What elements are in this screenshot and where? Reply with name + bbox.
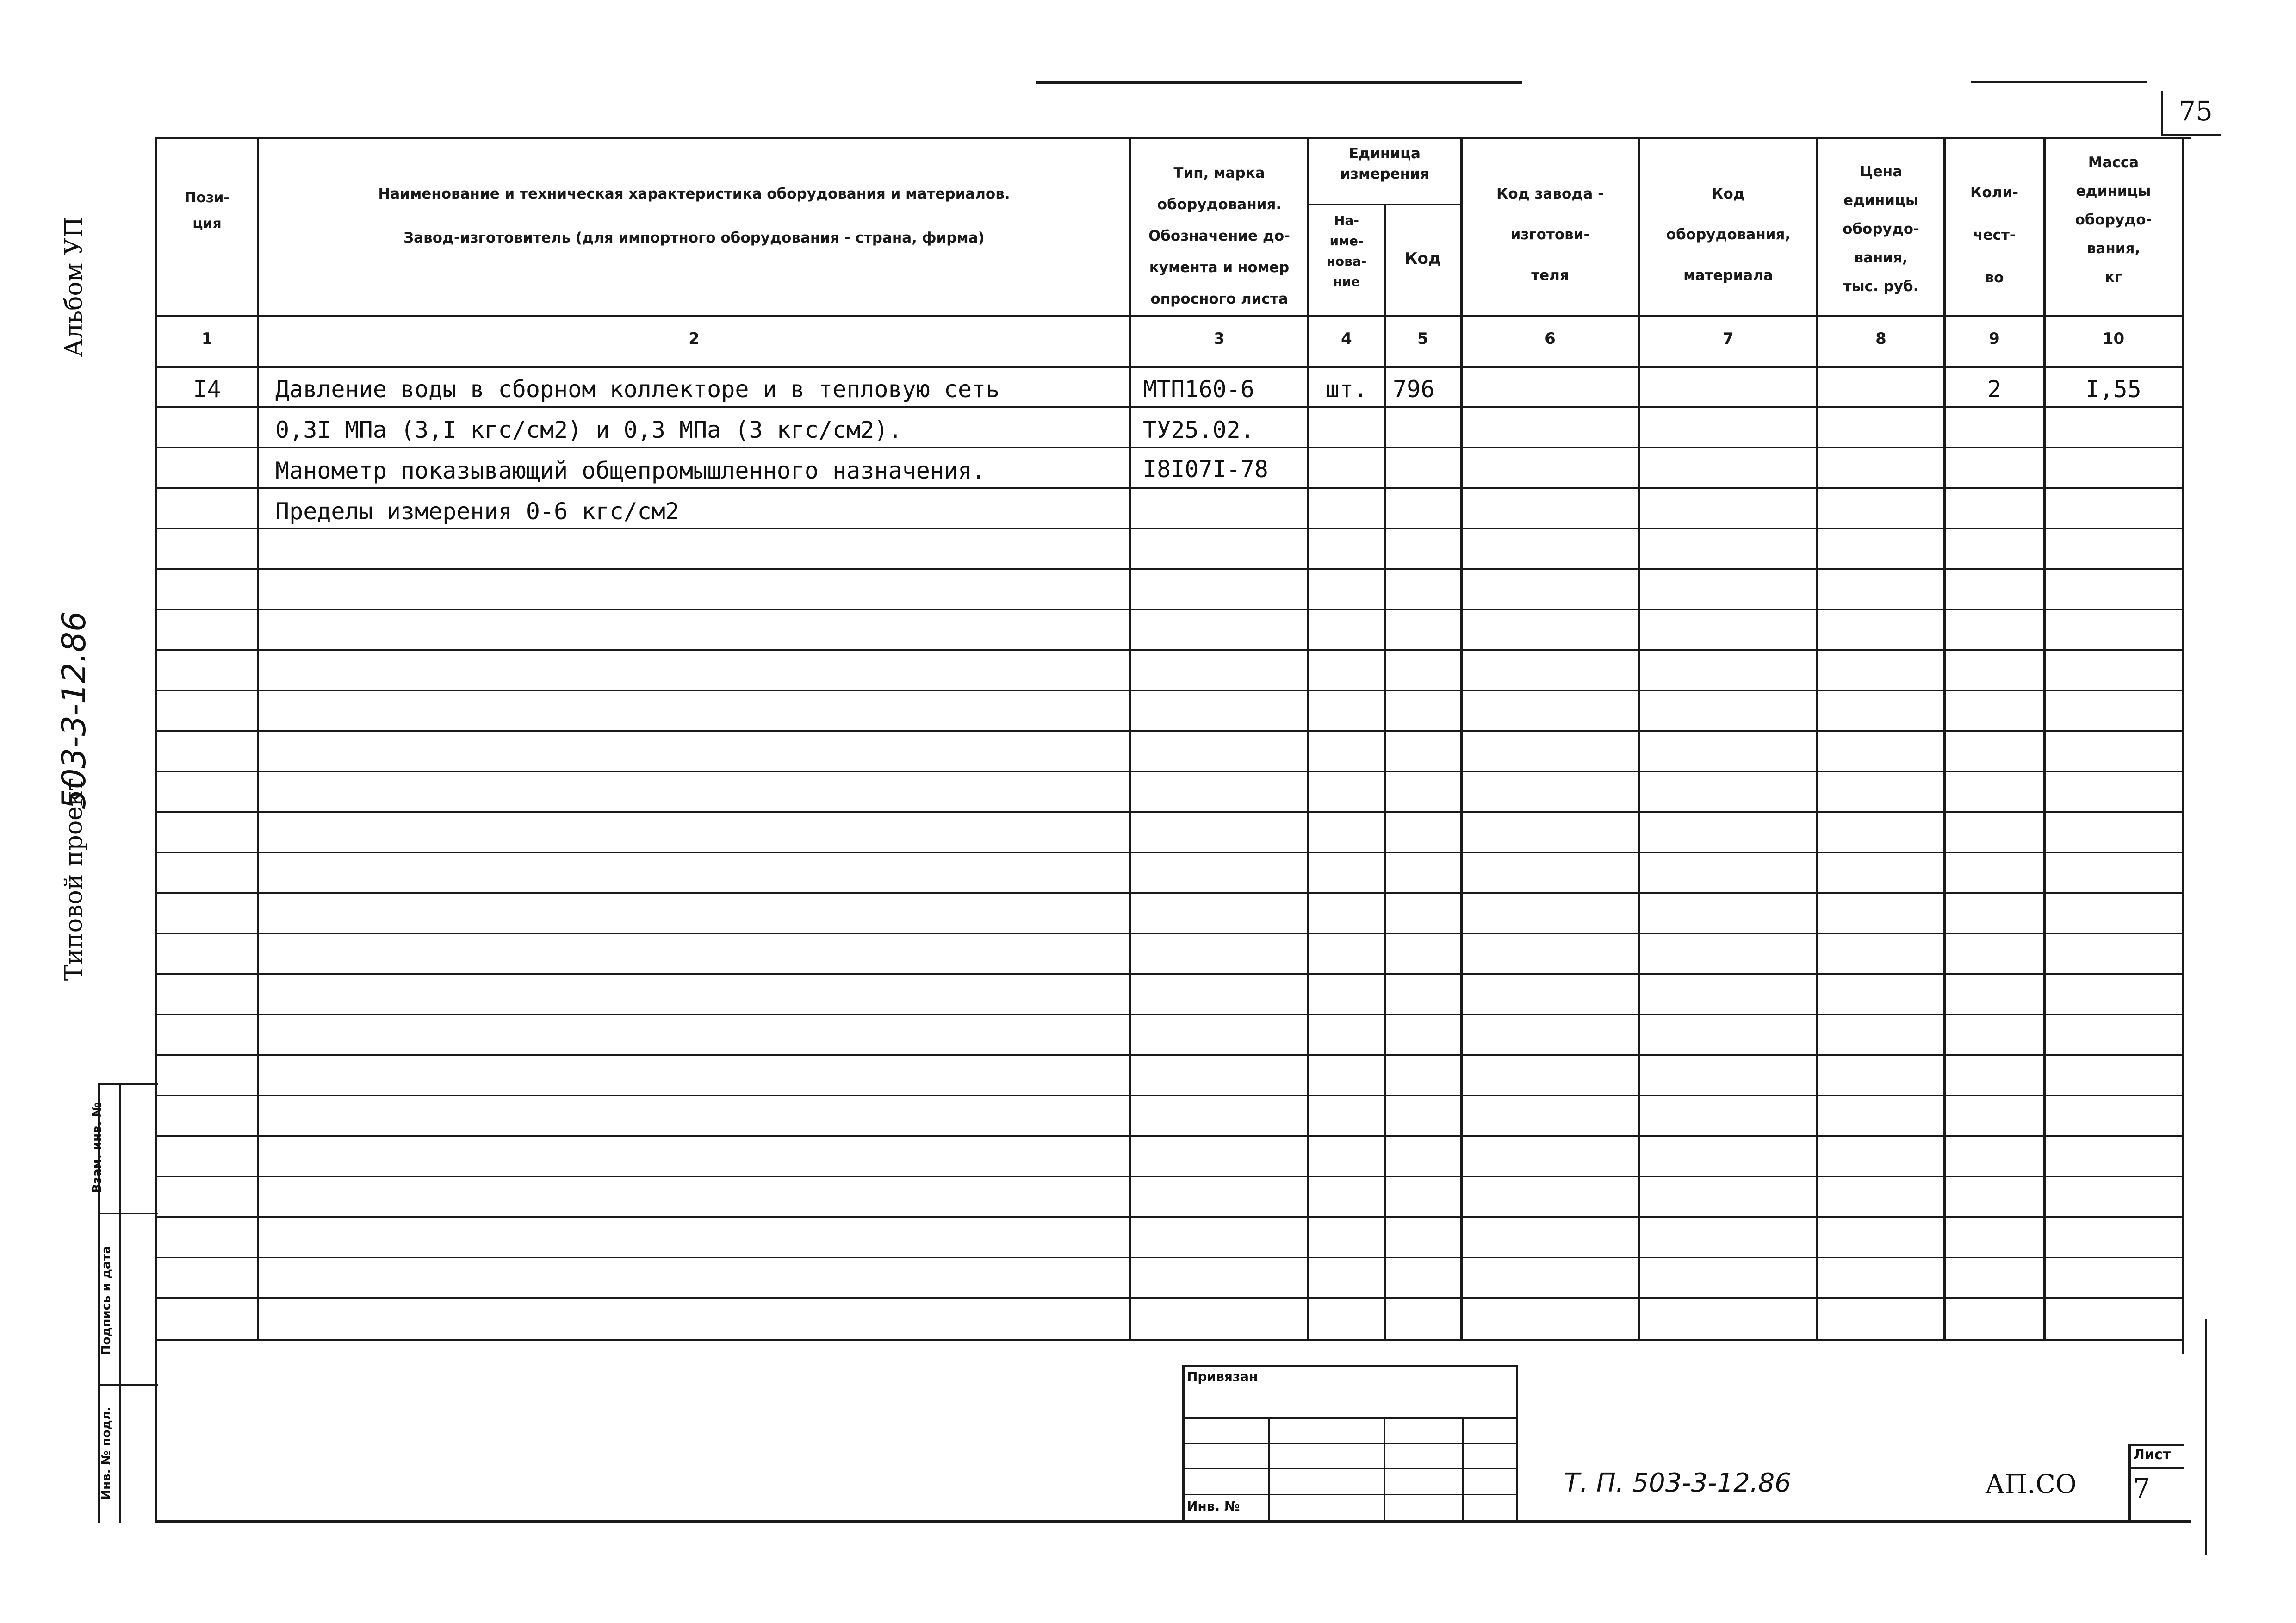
colnum-4: 4: [1341, 330, 1352, 348]
table-row-line: [157, 690, 2184, 691]
col-line-1: [257, 137, 259, 1340]
table-row-line: [157, 892, 2184, 894]
tb-col3: [1462, 1417, 1464, 1523]
sheet-box-top: [2128, 1444, 2184, 1446]
table-row-line: [157, 1014, 2184, 1015]
top-rule-right: [1971, 81, 2147, 83]
tb-top: [1182, 1365, 1518, 1367]
header-price: Цена единицы оборудо- вания, тыс. руб.: [1843, 163, 1919, 295]
row1-unit: шт.: [1325, 376, 1368, 403]
table-row-line: [157, 852, 2184, 853]
page-number-box-bottom: [2161, 134, 2221, 136]
table-row-line: [157, 649, 2184, 651]
colnum-6: 6: [1545, 330, 1556, 348]
tb-row3: [1182, 1468, 1518, 1469]
table-row-line: [157, 1095, 2184, 1096]
top-rule-left: [1036, 81, 1522, 84]
row1-name: Давление воды в сборном коллекторе и в тепловую сеть: [275, 376, 1000, 403]
header-position: Пози- ция: [185, 190, 230, 232]
table-row-line: [157, 528, 2184, 529]
colnum-8: 8: [1875, 330, 1886, 348]
tb-row2: [1182, 1443, 1518, 1444]
header-factory-code: Код завода - изготови- теля: [1496, 186, 1604, 284]
col-line-3: [1307, 137, 1309, 1340]
header-unit-name: На- име- нова- ние: [1326, 213, 1367, 289]
table-row-line: [157, 1216, 2184, 1218]
header-equipment-code: Код оборудования, материала: [1666, 186, 1791, 284]
tb-col1: [1268, 1417, 1270, 1523]
frame-right-outer: [2205, 1319, 2207, 1555]
colnum-9: 9: [1989, 330, 2000, 348]
row4-name: Пределы измерения 0-6 кгс/см2: [275, 498, 679, 525]
table-row-line: [157, 1257, 2184, 1258]
table-row-line: [157, 568, 2184, 570]
row3-name: Манометр показывающий общепромышленного назначения.: [275, 457, 986, 484]
table-row-line: [157, 1135, 2184, 1137]
col-line-8: [1943, 137, 1946, 1340]
colnum-bottom: [155, 366, 2184, 368]
header-name-line1: Наименование и техническая характеристика оборудования и материалов.: [378, 186, 1010, 202]
frame-right: [2182, 137, 2184, 1354]
header-bottom: [155, 315, 2184, 317]
page-number: 75: [2178, 95, 2213, 127]
stamp-top: [98, 1083, 158, 1085]
header-quantity: Коли- чест- во: [1970, 184, 2018, 286]
header-unit-group: Единица измерения: [1340, 145, 1429, 182]
tb-bound-label: Привязан: [1187, 1369, 1258, 1384]
header-type: Тип, марка оборудования. Обозначение до- кумента и номер опросного листа: [1148, 165, 1291, 307]
stamp-div1: [98, 1213, 158, 1214]
row1-quantity: 2: [1987, 376, 2002, 403]
sheet-code: АП.СО: [1985, 1469, 2077, 1499]
col-line-9: [2043, 137, 2046, 1340]
row3-type: I8I07I-78: [1143, 456, 1268, 483]
stamp-col-mid: [119, 1083, 121, 1523]
colnum-2: 2: [689, 330, 700, 348]
colnum-3: 3: [1214, 330, 1225, 348]
page-number-box-left: [2161, 91, 2163, 136]
table-row-line: [157, 771, 2184, 772]
table-row-line: [157, 1176, 2184, 1177]
table-row-line: [157, 1054, 2184, 1056]
unit-group-divider: [1307, 204, 1463, 205]
frame-bottom: [155, 1520, 2191, 1523]
table-row-line: [157, 487, 2184, 489]
table-row-line: [157, 406, 2184, 408]
table-row-line: [157, 447, 2184, 448]
tb-row4: [1182, 1494, 1518, 1495]
col-line-5: [1460, 137, 1463, 1340]
tb-inv-label: Инв. №: [1187, 1499, 1240, 1514]
stamp-label-inv: Инв. № подл.: [99, 1406, 113, 1500]
table-bottom: [155, 1339, 2184, 1341]
table-row-line: [157, 973, 2184, 975]
colnum-5: 5: [1417, 330, 1428, 348]
tb-row1: [1182, 1417, 1518, 1419]
project-label: Типовой проект: [60, 777, 88, 981]
project-code-side: 503-3-12.86: [55, 611, 93, 810]
frame-top: [155, 137, 2191, 139]
row1-position: I4: [193, 376, 221, 403]
row1-mass: I,55: [2085, 376, 2141, 403]
colnum-1: 1: [201, 330, 213, 348]
row1-type: МТП160-6: [1143, 376, 1254, 403]
sheet-box-left: [2128, 1444, 2131, 1523]
table-row-line: [157, 933, 2184, 934]
designation: Т. П. 503-3-12.86: [1564, 1468, 1791, 1498]
row1-code: 796: [1393, 376, 1435, 403]
header-mass: Масса единицы оборудо- вания, кг: [2075, 154, 2152, 286]
tb-col2: [1384, 1417, 1385, 1523]
col-line-2: [1129, 137, 1131, 1340]
row2-name: 0,3I МПа (3,I кгс/см2) и 0,3 МПа (3 кгс/см2).: [275, 417, 902, 443]
header-unit-code: Код: [1404, 249, 1441, 268]
row2-type: ТУ25.02.: [1143, 417, 1254, 443]
colnum-7: 7: [1723, 330, 1734, 348]
table-row-line: [157, 609, 2184, 610]
header-name-line2: Завод-изготовитель (для импортного оборудования - страна, фирма): [403, 230, 985, 246]
album-label: Альбом УП: [60, 217, 88, 357]
colnum-10: 10: [2102, 330, 2125, 348]
sheet-box-divider: [2128, 1467, 2184, 1469]
sheet-number: 7: [2133, 1473, 2150, 1504]
stamp-label-replace: Взам. инв. №: [90, 1102, 104, 1193]
sheet-label: Лист: [2133, 1447, 2171, 1463]
col-line-6: [1638, 137, 1640, 1340]
table-row-line: [157, 1297, 2184, 1299]
table-row-line: [157, 811, 2184, 813]
table-row-line: [157, 730, 2184, 732]
col-line-7: [1816, 137, 1818, 1340]
stamp-label-sign: Подпись и дата: [99, 1245, 113, 1356]
